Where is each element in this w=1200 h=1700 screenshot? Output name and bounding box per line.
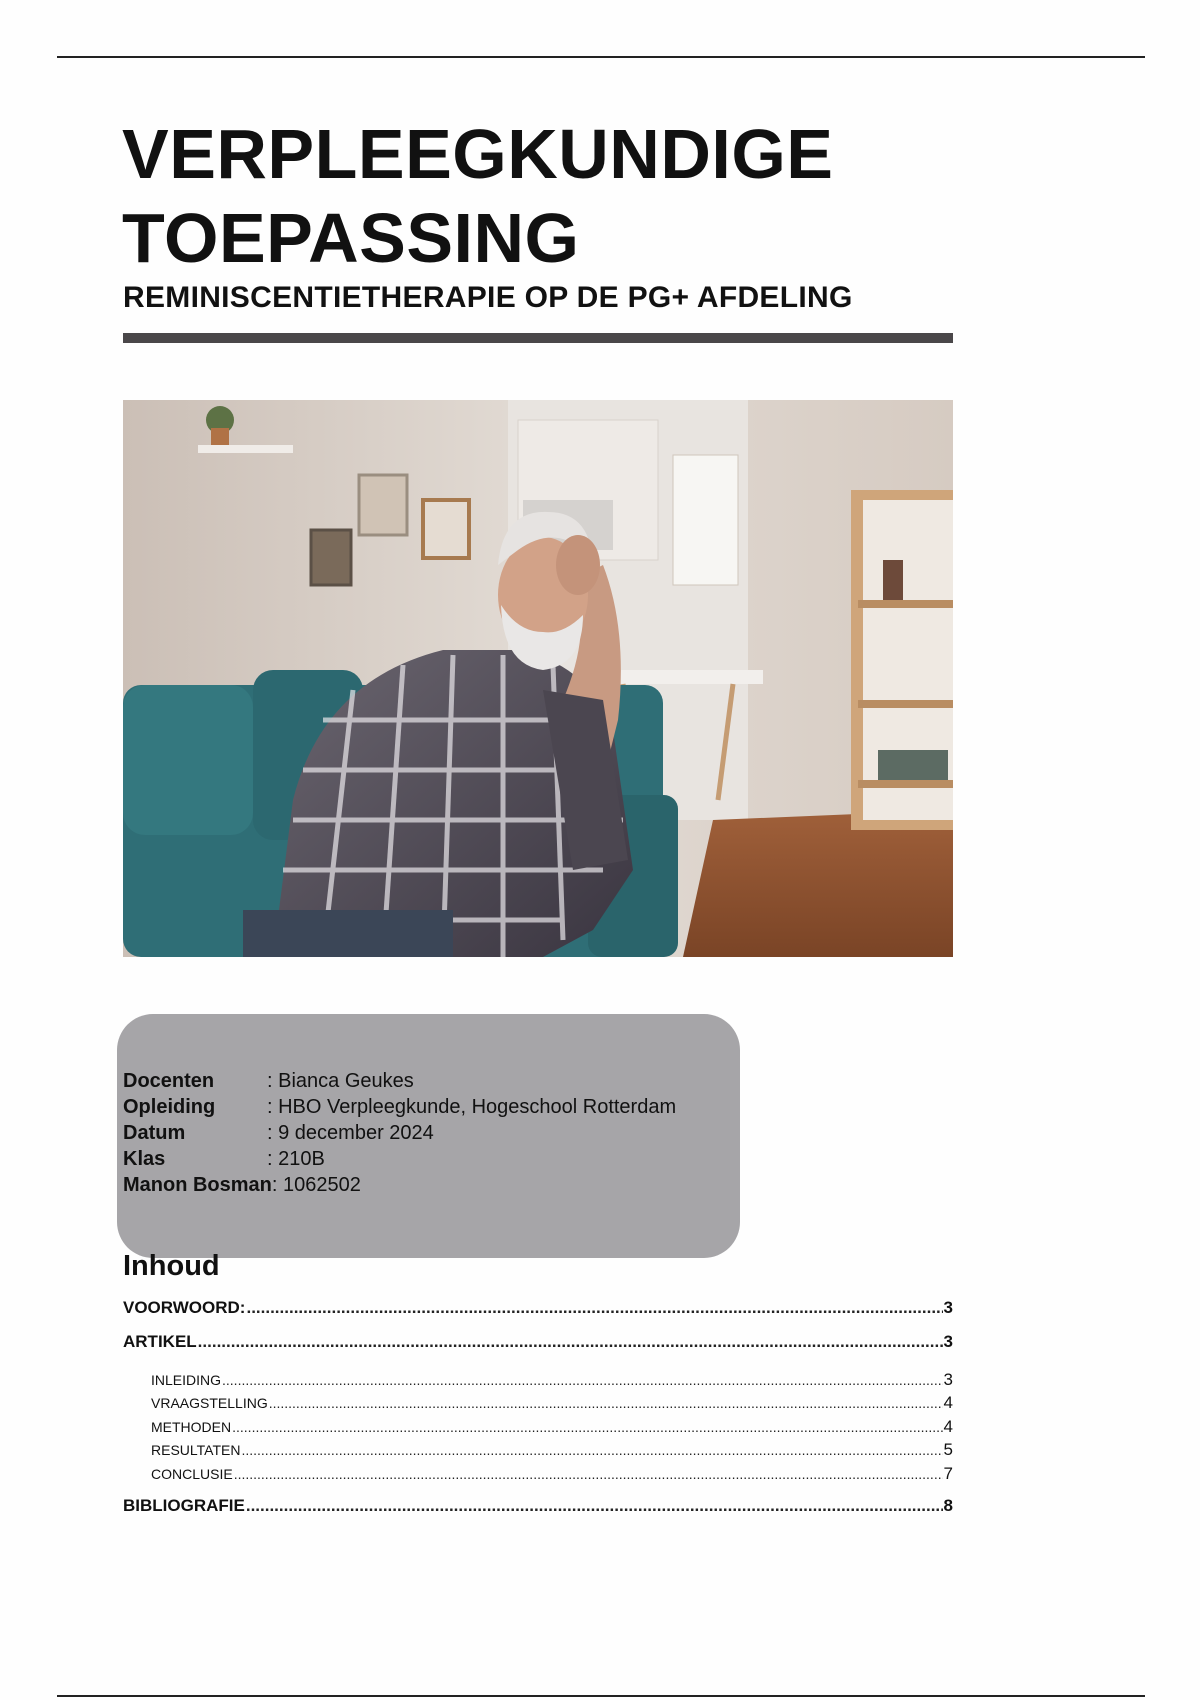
toc-leader-dots — [241, 1442, 942, 1458]
toc-item-methoden[interactable] — [123, 1417, 953, 1437]
top-rule — [57, 56, 1145, 58]
info-row-klas — [123, 1146, 763, 1172]
toc-item-title: ARTIKEL — [123, 1332, 197, 1351]
info-row-datum — [123, 1120, 763, 1146]
toc-item-page: 3 — [943, 1370, 953, 1389]
toc-leader-dots — [246, 1298, 942, 1318]
toc-item-conclusie[interactable] — [123, 1464, 953, 1484]
toc-item-page: 4 — [943, 1393, 953, 1412]
info-row-docenten — [123, 1068, 763, 1094]
toc-item-artikel[interactable] — [123, 1332, 953, 1352]
toc-item-page: 4 — [943, 1417, 953, 1436]
student-value: : 1062502 — [271, 1174, 361, 1196]
toc-leader-dots — [222, 1372, 943, 1388]
datum-value: : 9 december 2024 — [267, 1122, 434, 1144]
toc-item-inleiding[interactable] — [123, 1370, 953, 1390]
photo-elderly-man-on-sofa-icon — [123, 400, 953, 957]
toc-item-page: 3 — [943, 1332, 953, 1351]
toc-leader-dots — [234, 1466, 943, 1482]
opleiding-label: Opleiding — [123, 1096, 216, 1118]
docenten-value: : Bianca Geukes — [267, 1070, 414, 1092]
toc-item-title: CONCLUSIE — [151, 1466, 233, 1482]
toc-leader-dots — [198, 1332, 943, 1352]
docenten-label: Docenten — [123, 1070, 215, 1092]
toc-leader-dots — [269, 1395, 943, 1411]
toc-item-resultaten[interactable] — [123, 1440, 953, 1460]
toc-item-title: METHODEN — [151, 1419, 232, 1435]
toc-item-title: RESULTATEN — [151, 1442, 241, 1458]
toc-item-title: INLEIDING — [151, 1372, 222, 1388]
cover-photo — [123, 400, 953, 957]
document-subtitle: REMINISCENTIETHERAPIE OP DE PG+ AFDELING — [123, 281, 853, 314]
title-underline-bar — [123, 333, 953, 343]
toc-item-title: VRAAGSTELLING — [151, 1395, 268, 1411]
info-row-opleiding — [123, 1094, 763, 1120]
toc-heading: Inhoud — [123, 1250, 220, 1282]
toc-item-page: 3 — [943, 1298, 953, 1317]
toc-item-page: 8 — [943, 1496, 953, 1515]
bottom-rule — [57, 1695, 1145, 1697]
toc-leader-dots — [232, 1419, 942, 1435]
info-row-student — [123, 1172, 763, 1198]
toc-leader-dots — [246, 1496, 943, 1516]
toc-item-page: 5 — [943, 1440, 953, 1459]
toc-item-page: 7 — [943, 1464, 953, 1483]
student-label: Manon Bosman — [123, 1174, 272, 1196]
toc-item-bibliografie[interactable] — [123, 1496, 953, 1516]
toc-item-vraagstelling[interactable] — [123, 1393, 953, 1413]
datum-label: Datum — [123, 1122, 186, 1144]
klas-value: : 210B — [267, 1148, 325, 1170]
toc-item-voorwoord[interactable] — [123, 1298, 953, 1318]
klas-label: Klas — [123, 1148, 166, 1170]
opleiding-value: : HBO Verpleegkunde, Hogeschool Rotterdam — [267, 1096, 677, 1118]
document-info — [123, 1068, 763, 1198]
document-title: VERPLEEGKUNDIGE TOEPASSING — [122, 115, 834, 277]
toc-item-title: BIBLIOGRAFIE — [123, 1496, 245, 1515]
toc-item-title: VOORWOORD: — [123, 1298, 246, 1317]
